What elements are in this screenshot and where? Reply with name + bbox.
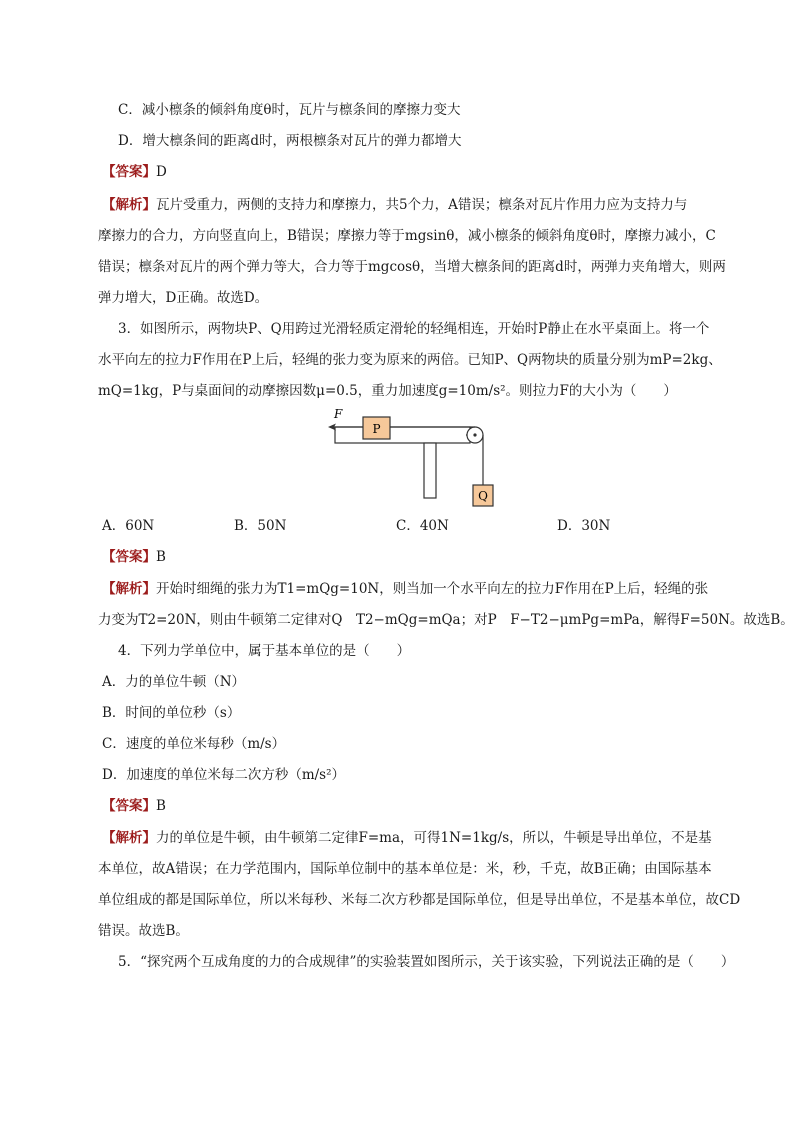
answer-value: D bbox=[156, 164, 167, 180]
q3-option-b: B．50N bbox=[234, 518, 287, 534]
q4-option-c: C．速度的单位米每秒（m/s） bbox=[102, 736, 286, 752]
q4-analysis-line-1: 【解析】力的单位是牛顿，由牛顿第二定律F=ma，可得1N=1kg/s，所以，牛顿是导出单位，不是基 bbox=[102, 830, 712, 846]
pulley-axle bbox=[473, 433, 476, 436]
q4-option-b: B．时间的单位秒（s） bbox=[102, 705, 241, 721]
answer-tag: 【答案】 bbox=[102, 549, 156, 565]
q2-analysis-line-4: 弹力增大，D正确。故选D。 bbox=[98, 290, 269, 306]
q2-answer bbox=[102, 162, 167, 182]
answer-value: B bbox=[156, 549, 166, 565]
analysis-tag: 【解析】 bbox=[102, 830, 156, 846]
q3-option-c: C．40N bbox=[396, 518, 449, 534]
q3-stem-line-2: 水平向左的拉力F作用在P上后，轻绳的张力变为原来的两倍。已知P、Q两物块的质量分别为mP=2kg、 bbox=[98, 352, 722, 368]
table-top bbox=[335, 427, 470, 443]
q3-option-d: D．30N bbox=[557, 518, 611, 534]
analysis-tag: 【解析】 bbox=[102, 197, 156, 213]
q5-stem: 5．“探究两个互成角度的力的合成规律”的实验装置如图所示，关于该实验，下列说法正确的是（ ） bbox=[118, 954, 735, 970]
q3-pulley-figure bbox=[318, 405, 508, 511]
force-label: F bbox=[334, 407, 343, 421]
q4-analysis-line-2: 本单位，故A错误；在力学范围内，国际单位制中的基本单位是：米，秒，千克，故B正确；由国际基本 bbox=[98, 861, 712, 877]
q3-option-a: A．60N bbox=[102, 518, 155, 534]
q4-stem: 4．下列力学单位中，属于基本单位的是（ ） bbox=[118, 643, 411, 659]
block-q-label: Q bbox=[478, 489, 488, 503]
q3-answer bbox=[102, 547, 166, 567]
q3-analysis-line-1: 【解析】开始时细绳的张力为T1=mQg=10N，则当加一个水平向左的拉力F作用在P上后，轻绳的张 bbox=[102, 581, 709, 597]
q4-answer bbox=[102, 796, 166, 816]
q3-stem-line-3: mQ=1kg，P与桌面间的动摩擦因数μ=0.5，重力加速度g=10m/s²。则拉力F的大小为（ ） bbox=[98, 383, 677, 399]
q2-analysis-line-3: 错误；檩条对瓦片的两个弹力等大，合力等于mgcosθ，当增大檩条间的距离d时，两弹力夹角增大，则两 bbox=[98, 259, 726, 275]
q2-analysis-line-1: 【解析】瓦片受重力，两侧的支持力和摩擦力，共5个力，A错误；檩条对瓦片作用力应为支持力与 bbox=[102, 197, 688, 213]
q4-option-a: A．力的单位牛顿（N） bbox=[102, 674, 246, 690]
block-p-label: P bbox=[372, 422, 381, 436]
answer-value: B bbox=[156, 798, 166, 814]
answer-tag: 【答案】 bbox=[102, 164, 156, 180]
q2-option-d: D．增大檩条间的距离d时，两根檩条对瓦片的弹力都增大 bbox=[118, 133, 462, 149]
analysis-tag: 【解析】 bbox=[102, 581, 156, 597]
answer-tag: 【答案】 bbox=[102, 798, 156, 814]
q3-analysis-line-2: 力变为T2=20N，则由牛顿第二定律对Q T2−mQg=mQa；对P F−T2−μmPg=mPa，解得F=50N。故选B。 bbox=[98, 612, 794, 628]
q4-analysis-line-3: 单位组成的都是国际单位，所以米每秒、米每二次方秒都是国际单位，但是导出单位，不是基本单位，故CD bbox=[98, 892, 741, 908]
q4-analysis-line-4: 错误。故选B。 bbox=[98, 923, 189, 939]
q2-analysis-line-2: 摩擦力的合力，方向竖直向上，B错误；摩擦力等于mgsinθ，减小檩条的倾斜角度θ时，摩擦力减小，C bbox=[98, 228, 716, 244]
table-leg bbox=[424, 443, 436, 498]
q3-stem-line-1: 3．如图所示，两物块P、Q用跨过光滑轻质定滑轮的轻绳相连，开始时P静止在水平桌面上。将一个 bbox=[118, 321, 710, 337]
q2-option-c: C．减小檩条的倾斜角度θ时，瓦片与檩条间的摩擦力变大 bbox=[118, 102, 461, 118]
q4-option-d: D．加速度的单位米每二次方秒（m/s²） bbox=[102, 767, 346, 783]
